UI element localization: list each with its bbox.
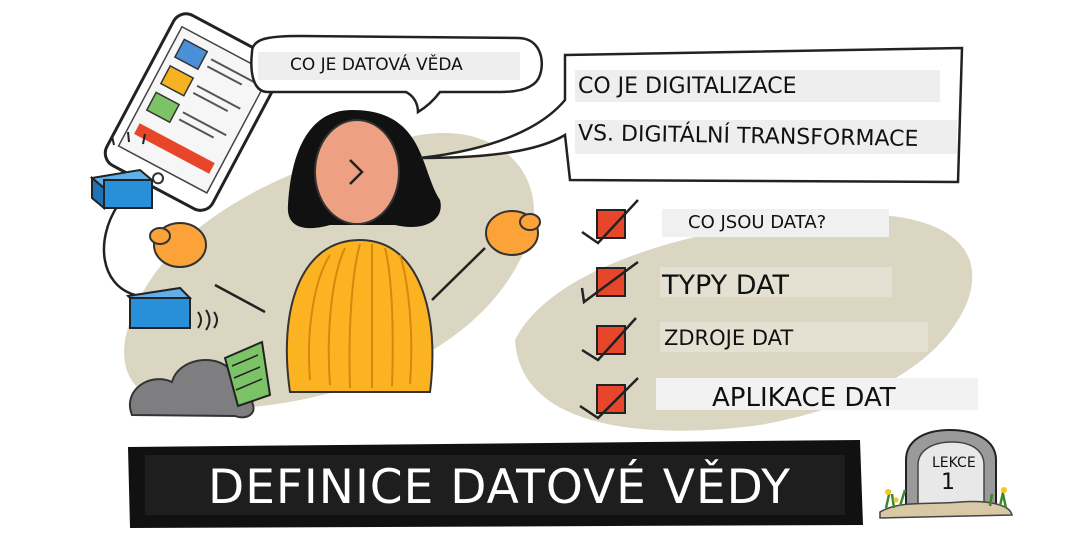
cube-icon-bottom xyxy=(128,288,190,328)
cube-icon-top xyxy=(92,170,152,208)
lesson-number: 1 xyxy=(941,470,955,495)
mitten-left-icon xyxy=(150,223,206,267)
checkbox-icon-1 xyxy=(582,200,638,243)
checklist-item-3: ZDROJE DAT xyxy=(664,326,794,350)
info-box-line-2: VS. DIGITÁLNÍ TRANSFORMACE xyxy=(577,121,919,152)
checklist-item-4: APLIKACE DAT xyxy=(712,383,896,413)
connector-line xyxy=(104,205,135,295)
checklist-item-2: TYPY DAT xyxy=(662,270,789,301)
face xyxy=(315,120,399,224)
mitten-right-icon xyxy=(486,211,540,255)
checklist-item-1: CO JSOU DATA? xyxy=(688,212,827,233)
page-title: DEFINICE DATOVÉ VĚDY xyxy=(208,460,791,515)
speech-bubble-text: CO JE DATOVÁ VĚDA xyxy=(290,55,463,75)
lesson-label: LEKCE xyxy=(932,455,976,471)
info-box-line-1: CO JE DIGITALIZACE xyxy=(578,74,797,99)
